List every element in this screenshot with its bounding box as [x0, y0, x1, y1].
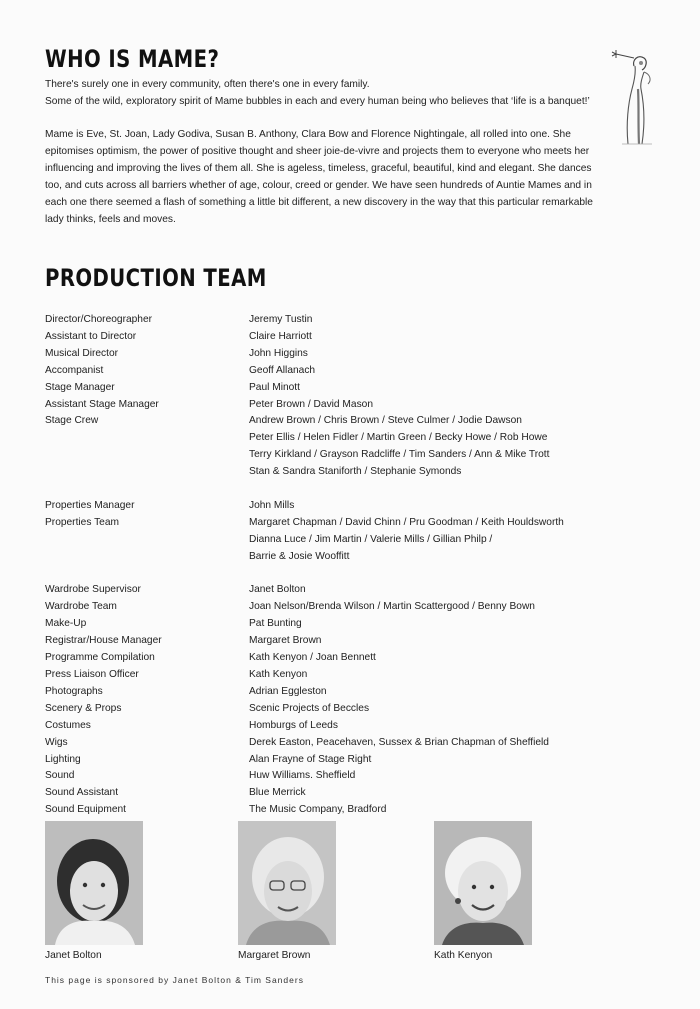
team-name-line: Alan Frayne of Stage Right: [249, 753, 372, 765]
team-role: Sound: [45, 770, 75, 782]
team-names: [249, 363, 645, 380]
team-role: Properties Manager: [45, 499, 135, 511]
team-role: Costumes: [45, 719, 91, 731]
spacer: [45, 566, 645, 583]
team-names: [249, 701, 645, 718]
team-row: [45, 667, 645, 684]
team-name-line: Janet Bolton: [249, 584, 306, 596]
team-name-line: Andrew Brown / Chris Brown / Steve Culmer / Jodie Dawson: [249, 415, 522, 427]
intro-line: There's surely one in every community, often there's one in every family.: [45, 79, 370, 90]
team-role: Assistant to Director: [45, 330, 137, 342]
team-row: [45, 413, 645, 481]
team-row: [45, 768, 645, 785]
team-names: [249, 735, 645, 752]
team-name-line: John Mills: [249, 499, 295, 511]
team-role: Registrar/House Manager: [45, 635, 162, 647]
team-role: Wardrobe Supervisor: [45, 584, 141, 596]
production-team-list: [45, 312, 645, 819]
janet-bolton-photo: [45, 821, 143, 945]
team-row: [45, 312, 645, 329]
team-role: Wigs: [45, 736, 68, 748]
photo-caption: Kath Kenyon: [434, 950, 493, 961]
team-name-line: Dianna Luce / Jim Martin / Valerie Mills / Gillian Philp /: [249, 533, 493, 545]
team-name-line: The Music Company, Bradford: [249, 804, 387, 816]
margaret-brown-photo: [238, 821, 336, 945]
team-row: [45, 802, 645, 819]
team-names: [249, 718, 645, 735]
team-names: [249, 667, 645, 684]
team-role: Director/Choreographer: [45, 314, 153, 325]
team-names: [249, 413, 645, 481]
team-row: [45, 718, 645, 735]
team-name-line: Pat Bunting: [249, 618, 302, 630]
team-name-line: Geoff Allanach: [249, 364, 316, 376]
photo-caption: Margaret Brown: [238, 950, 311, 961]
team-names: [249, 684, 645, 701]
team-name-line: Margaret Brown: [249, 635, 322, 647]
team-role: Musical Director: [45, 347, 119, 359]
mame-trumpet-figure-illustration: [608, 44, 660, 150]
team-row: [45, 380, 645, 397]
team-name-line: Jeremy Tustin: [249, 314, 313, 325]
team-names: [249, 599, 645, 616]
team-name-line: Peter Ellis / Helen Fidler / Martin Green / Becky Howe / Rob Howe: [249, 432, 548, 444]
intro-paragraph-1: [45, 76, 605, 110]
team-names: [249, 752, 645, 769]
team-names: [249, 650, 645, 667]
team-name-line: Homburgs of Leeds: [249, 719, 338, 731]
team-row: [45, 684, 645, 701]
kath-kenyon-photo: [434, 821, 532, 945]
team-role: Sound Assistant: [45, 787, 119, 799]
team-name-line: Kath Kenyon: [249, 669, 308, 680]
team-names: [249, 616, 645, 633]
photo-caption: Janet Bolton: [45, 950, 102, 961]
team-names: [249, 397, 645, 414]
team-row: [45, 498, 645, 515]
team-name-line: Huw Williams. Sheffield: [249, 770, 356, 782]
team-role: Accompanist: [45, 364, 104, 376]
team-role: Press Liaison Officer: [45, 669, 139, 680]
team-row: [45, 599, 645, 616]
team-row: [45, 582, 645, 599]
team-name-line: Stan & Sandra Staniforth / Stephanie Symonds: [249, 466, 462, 478]
team-role: Stage Crew: [45, 415, 99, 427]
team-names: [249, 329, 645, 346]
team-role: Properties Team: [45, 516, 119, 528]
team-name-line: Joan Nelson/Brenda Wilson / Martin Scattergood / Benny Bown: [249, 601, 535, 613]
team-role: Photographs: [45, 685, 103, 697]
team-role: Stage Manager: [45, 381, 115, 393]
team-name-line: Adrian Eggleston: [249, 685, 327, 697]
team-names: [249, 633, 645, 650]
team-names: [249, 582, 645, 599]
team-role: Wardrobe Team: [45, 601, 117, 613]
team-role: Lighting: [45, 753, 81, 765]
team-row: [45, 515, 645, 566]
team-role: Assistant Stage Manager: [45, 398, 159, 410]
team-role: Programme Compilation: [45, 652, 155, 664]
who-is-mame-heading: WHO IS MAME?: [45, 45, 220, 73]
team-row: [45, 785, 645, 802]
team-row: [45, 363, 645, 380]
team-role: Sound Equipment: [45, 804, 126, 816]
team-row: [45, 633, 645, 650]
team-row: [45, 397, 645, 414]
team-names: [249, 312, 645, 329]
team-names: [249, 515, 645, 566]
team-name-line: Terry Kirkland / Grayson Radcliffe / Tim Sanders / Ann & Mike Trott: [249, 449, 550, 461]
team-row: [45, 650, 645, 667]
team-name-line: John Higgins: [249, 347, 308, 359]
team-row: [45, 346, 645, 363]
team-names: [249, 785, 645, 802]
team-names: [249, 346, 645, 363]
sponsor-note: This page is sponsored by Janet Bolton & Tim Sanders: [45, 975, 304, 985]
team-name-line: Claire Harriott: [249, 330, 312, 342]
production-team-heading: PRODUCTION TEAM: [45, 264, 267, 292]
team-row: [45, 329, 645, 346]
spacer: [45, 481, 645, 498]
team-name-line: Blue Merrick: [249, 787, 306, 799]
team-name-line: Margaret Chapman / David Chinn / Pru Goodman / Keith Houldsworth: [249, 516, 564, 528]
team-names: [249, 498, 645, 515]
team-row: [45, 752, 645, 769]
team-row: [45, 701, 645, 718]
team-names: [249, 380, 645, 397]
team-row: [45, 616, 645, 633]
team-name-line: Peter Brown / David Mason: [249, 398, 374, 410]
intro-paragraph-2: Mame is Eve, St. Joan, Lady Godiva, Susan B. Anthony, Clara Bow and Florence Nightingale, all rolled into one. She epitomises optimism, the power of positive thought and sheer joie-de-vivre and projects them to everyone who meets her influencing and improving the lives of them all. She is ageless, timeless, graceful, beautiful, kind and elegant. She dances too, and cuts across all barriers whether of age, colour, creed or gender. We have seen hundreds of Auntie Mames and in each one there seemed a flash of something a little bit different, a new discovery in the way that this particular remarkable lady thinks, feels and moves.: [45, 129, 593, 225]
team-names: [249, 802, 645, 819]
team-name-line: Paul Minott: [249, 381, 300, 393]
team-name-line: Scenic Projects of Beccles: [249, 702, 370, 714]
team-row: [45, 735, 645, 752]
team-role: Scenery & Props: [45, 702, 122, 714]
intro-line: Some of the wild, exploratory spirit of Mame bubbles in each and every human being who believes that ‘life is a banquet!’: [45, 96, 590, 107]
team-name-line: Barrie & Josie Wooffitt: [249, 550, 350, 562]
team-name-line: Kath Kenyon / Joan Bennett: [249, 652, 376, 664]
team-name-line: Derek Easton, Peacehaven, Sussex & Brian Chapman of Sheffield: [249, 736, 549, 748]
team-role: Make-Up: [45, 618, 87, 630]
team-names: [249, 768, 645, 785]
